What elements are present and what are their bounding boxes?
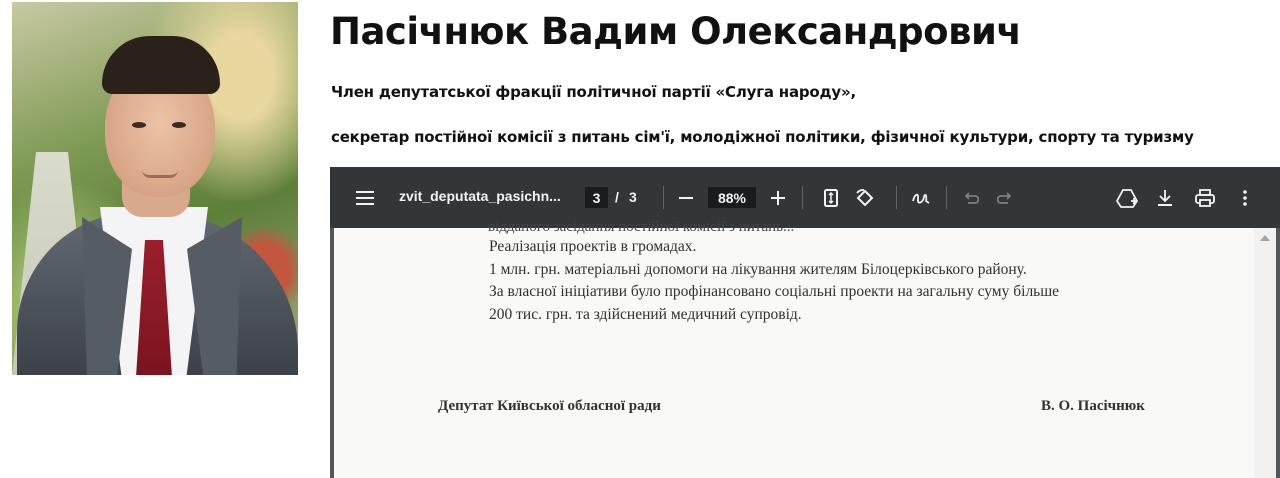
- fit-page-icon[interactable]: [820, 187, 842, 209]
- document-line: Реалізація проектів в громадах.: [489, 238, 697, 255]
- toolbar-divider: [663, 186, 664, 209]
- zoom-level-input[interactable]: 88%: [708, 187, 756, 208]
- pdf-toolbar: [330, 167, 1280, 228]
- toolbar-divider: [896, 186, 897, 209]
- more-icon[interactable]: [1234, 187, 1256, 209]
- undo-icon[interactable]: [960, 187, 982, 209]
- document-line: 1 млн. грн. матеріальні допомоги на лікування жителям Білоцерківського району.: [489, 261, 1027, 278]
- redo-icon[interactable]: [994, 187, 1016, 209]
- pdf-scrollbar[interactable]: [1254, 228, 1276, 478]
- page-separator: /: [615, 189, 619, 205]
- pdf-filename: zvit_deputata_pasichn...: [399, 188, 561, 204]
- page-total: 3: [629, 189, 637, 205]
- toolbar-divider: [946, 186, 947, 209]
- download-icon[interactable]: [1154, 187, 1176, 209]
- print-icon[interactable]: [1194, 187, 1216, 209]
- page-number-input[interactable]: 3: [585, 187, 608, 208]
- document-line: За власної ініціативи було профінансовано соціальні проекти на загальну суму більше: [489, 283, 1060, 300]
- annotate-icon[interactable]: [910, 187, 932, 209]
- pdf-page: [334, 219, 1254, 478]
- zoom-out-icon[interactable]: [675, 187, 697, 209]
- drive-icon[interactable]: [1115, 187, 1139, 209]
- signature-name: В. О. Пасічнюк: [1041, 398, 1145, 414]
- role-faction: Член депутатської фракції політичної партії «Слуга народу»,: [331, 83, 856, 101]
- signature-title: Депутат Київської обласної ради: [438, 398, 661, 414]
- document-line: 200 тис. грн. та здійснений медичний супровід.: [489, 306, 802, 323]
- scroll-up-arrow-icon[interactable]: [1260, 235, 1270, 241]
- pdf-page-area[interactable]: [330, 219, 1280, 478]
- pdf-viewer: [330, 167, 1280, 478]
- rotate-icon[interactable]: [854, 187, 876, 209]
- zoom-in-icon[interactable]: [767, 187, 789, 209]
- deputy-photo: [12, 2, 298, 375]
- partial-text-line: відданого засідання постійної комісії з питань...: [488, 219, 795, 235]
- role-committee: секретар постійної комісії з питань сім'ї, молодіжної політики, фізичної культури, спорту та туризму: [331, 128, 1194, 146]
- menu-icon[interactable]: [354, 187, 376, 209]
- toolbar-divider: [802, 186, 803, 209]
- deputy-name: Пасічнюк Вадим Олександрович: [330, 10, 1022, 53]
